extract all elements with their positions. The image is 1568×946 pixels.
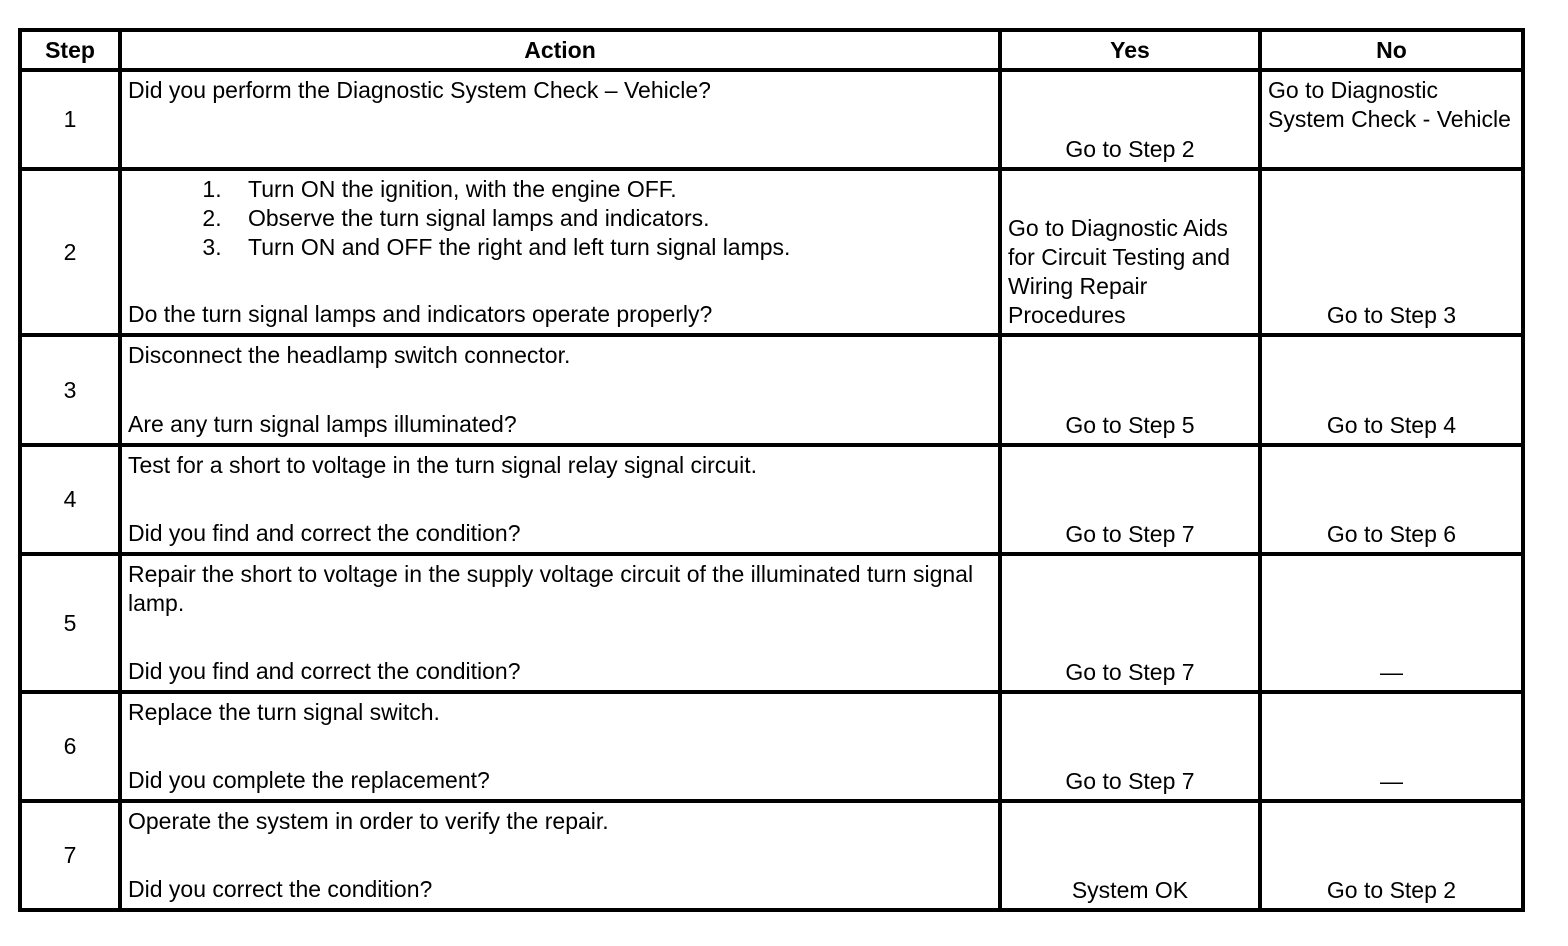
header-yes: Yes — [1000, 30, 1260, 70]
yes-cell: Go to Step 2 — [1000, 70, 1260, 169]
question-text: Are any turn signal lamps illuminated? — [128, 411, 517, 437]
header-no: No — [1260, 30, 1523, 70]
table-row — [20, 692, 1523, 801]
step-number: 1 — [20, 70, 120, 169]
question-text: Did you find and correct the condition? — [128, 520, 521, 546]
no-cell: — — [1260, 692, 1523, 801]
action-cell — [120, 335, 1000, 445]
step-number: 4 — [20, 445, 120, 554]
step-number: 3 — [20, 335, 120, 445]
no-cell: Go to Step 4 — [1260, 335, 1523, 445]
action-text: Operate the system in order to verify the repair. — [128, 808, 609, 834]
action-text: Repair the short to voltage in the supply voltage circuit of the illuminated turn signal lamp. — [128, 561, 974, 616]
procedure-list — [128, 175, 992, 262]
question-text: Do the turn signal lamps and indicators operate properly? — [128, 301, 713, 327]
list-item: 3. Turn ON and OFF the right and left turn signal lamps. — [228, 233, 992, 262]
action-cell — [120, 554, 1000, 692]
action-text: Test for a short to voltage in the turn signal relay signal circuit. — [128, 452, 757, 478]
step-number: 7 — [20, 801, 120, 910]
header-action: Action — [120, 30, 1000, 70]
no-cell: Go to Step 6 — [1260, 445, 1523, 554]
step-number: 6 — [20, 692, 120, 801]
table-row — [20, 169, 1523, 335]
action-text: Did you perform the Diagnostic System Check – Vehicle? — [128, 77, 711, 103]
no-cell: — — [1260, 554, 1523, 692]
header-row — [20, 30, 1523, 70]
action-cell — [120, 169, 1000, 335]
step-number: 2 — [20, 169, 120, 335]
no-cell: Go to Step 2 — [1260, 801, 1523, 910]
table-row — [20, 801, 1523, 910]
action-cell — [120, 692, 1000, 801]
table-row — [20, 335, 1523, 445]
yes-cell: Go to Step 7 — [1000, 692, 1260, 801]
action-text: Replace the turn signal switch. — [128, 699, 440, 725]
action-cell — [120, 445, 1000, 554]
table-row — [20, 70, 1523, 169]
table-row — [20, 445, 1523, 554]
question-text: Did you complete the replacement? — [128, 767, 490, 793]
no-cell: Go to Diagnostic System Check - Vehicle — [1260, 70, 1523, 169]
yes-cell: Go to Step 7 — [1000, 554, 1260, 692]
header-step: Step — [20, 30, 120, 70]
list-item: 2. Observe the turn signal lamps and indicators. — [228, 204, 992, 233]
yes-cell: Go to Diagnostic Aids for Circuit Testing and Wiring Repair Procedures — [1000, 169, 1260, 335]
action-cell — [120, 801, 1000, 910]
action-cell — [120, 70, 1000, 169]
question-text: Did you correct the condition? — [128, 876, 433, 902]
diagnostic-table — [18, 28, 1525, 912]
question-text: Did you find and correct the condition? — [128, 658, 521, 684]
step-number: 5 — [20, 554, 120, 692]
yes-cell: Go to Step 5 — [1000, 335, 1260, 445]
yes-cell: Go to Step 7 — [1000, 445, 1260, 554]
action-text: Disconnect the headlamp switch connector. — [128, 342, 571, 368]
no-cell: Go to Step 3 — [1260, 169, 1523, 335]
yes-cell: System OK — [1000, 801, 1260, 910]
table-row — [20, 554, 1523, 692]
list-item: 1. Turn ON the ignition, with the engine OFF. — [228, 175, 992, 204]
